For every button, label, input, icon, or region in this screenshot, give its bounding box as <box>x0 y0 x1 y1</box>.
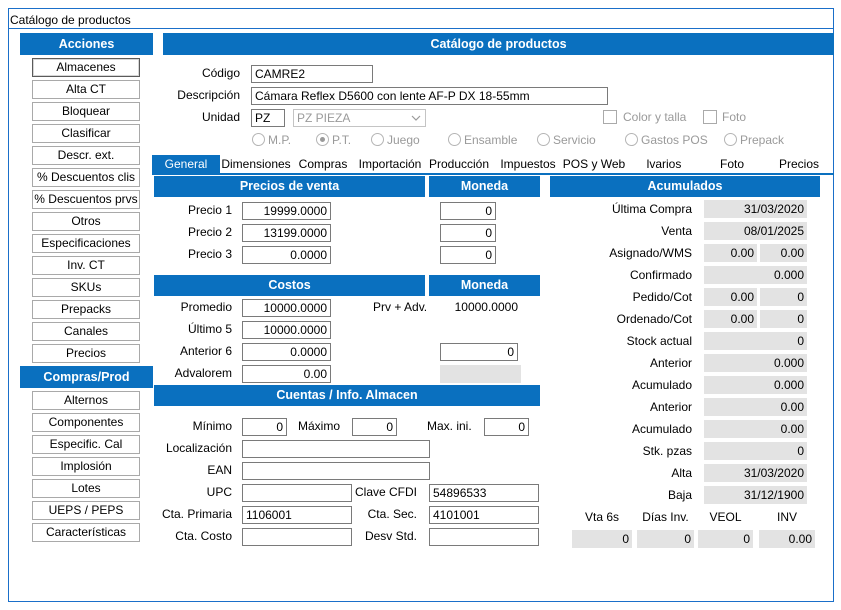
advalorem-label: Advalorem <box>174 366 232 380</box>
minimo-label: Mínimo <box>192 419 232 433</box>
foto-checkbox[interactable] <box>703 110 717 124</box>
upc-label: UPC <box>206 485 232 499</box>
sidebar-acciones-button[interactable]: Clasificar <box>32 124 140 143</box>
acumulado1-value: 0.000 <box>704 376 807 394</box>
product-type-radio[interactable] <box>448 133 461 146</box>
summary-header: INV <box>776 510 797 524</box>
unidad-select[interactable] <box>293 109 426 127</box>
precio-input[interactable]: 13199.0000 <box>242 224 331 242</box>
anterior1-label: Anterior <box>649 356 692 370</box>
asignado-value: 0.00 <box>704 244 757 262</box>
tab-item[interactable]: POS y Web <box>562 157 626 171</box>
sidebar-acciones-button[interactable]: Canales <box>32 322 140 341</box>
product-type-label: P.T. <box>332 133 352 147</box>
anterior6-input[interactable]: 0.0000 <box>242 343 331 361</box>
tab-item[interactable]: Producción <box>428 157 490 171</box>
sidebar-acciones-button[interactable]: Otros <box>32 212 140 231</box>
pedido-value: 0.00 <box>704 288 757 306</box>
summary-header: Días Inv. <box>642 510 689 524</box>
summary-value: 0 <box>637 530 694 548</box>
max-ini-input[interactable]: 0 <box>484 418 529 436</box>
pedido-cot-value: 0 <box>760 288 807 306</box>
costos-header: Costos <box>154 275 425 296</box>
codigo-input[interactable]: CAMRE2 <box>251 65 373 83</box>
product-type-radio[interactable] <box>371 133 384 146</box>
tab-item[interactable]: Precios <box>778 157 819 171</box>
ordenado-cot-value: 0 <box>760 310 807 328</box>
stk-pzas-value: 0 <box>704 442 807 460</box>
cta-costo-label: Cta. Costo <box>175 529 232 543</box>
tab-item[interactable]: lvarios <box>646 157 682 171</box>
tab-item[interactable]: Compras <box>298 157 348 171</box>
summary-value: 0.00 <box>759 530 815 548</box>
minimo-input[interactable]: 0 <box>242 418 287 436</box>
precio-label: Precio 1 <box>187 203 232 217</box>
unidad-select-value: PZ PIEZA <box>297 111 351 125</box>
sidebar-acciones-button[interactable]: Inv. CT <box>32 256 140 275</box>
product-type-label: Juego <box>387 133 420 147</box>
advalorem-input[interactable]: 0.00 <box>242 365 331 383</box>
precio-input[interactable]: 19999.0000 <box>242 202 331 220</box>
color-talla-checkbox[interactable] <box>603 110 617 124</box>
sidebar-compras-button[interactable]: UEPS / PEPS <box>32 501 140 520</box>
product-type-radio[interactable] <box>252 133 265 146</box>
cuentas-header: Cuentas / Info. Almacen <box>154 385 540 406</box>
sidebar-acciones-button[interactable]: Descr. ext. <box>32 146 140 165</box>
tab-item[interactable]: Impuestos <box>500 157 556 171</box>
sidebar-acciones-button[interactable]: % Descuentos clis <box>32 168 140 187</box>
confirmado-label: Confirmado <box>629 268 692 282</box>
product-type-radio[interactable] <box>537 133 550 146</box>
product-type-radio[interactable] <box>724 133 737 146</box>
costos-moneda-header: Moneda <box>429 275 540 296</box>
baja-label: Baja <box>667 488 692 502</box>
stock-actual-value: 0 <box>704 332 807 350</box>
precio-moneda-input[interactable]: 0 <box>440 202 496 220</box>
cta-sec-label: Cta. Sec. <box>367 507 417 521</box>
precio-label: Precio 3 <box>187 247 232 261</box>
anterior6-moneda-input[interactable]: 0 <box>440 343 518 361</box>
precio-label: Precio 2 <box>187 225 232 239</box>
product-type-label: Gastos POS <box>641 133 708 147</box>
color-talla-label: Color y talla <box>623 110 687 124</box>
ultima-compra-value: 31/03/2020 <box>704 200 807 218</box>
sidebar-acciones-button[interactable]: Bloquear <box>32 102 140 121</box>
upc-input[interactable] <box>242 484 352 502</box>
max-ini-label: Max. ini. <box>427 419 472 433</box>
ean-input[interactable] <box>242 462 430 480</box>
maximo-input[interactable]: 0 <box>352 418 397 436</box>
baja-value: 31/12/1900 <box>704 486 807 504</box>
sidebar-compras-button[interactable]: Componentes <box>32 413 140 432</box>
descripcion-label: Descripción <box>177 88 240 102</box>
product-type-label: M.P. <box>268 133 292 147</box>
unidad-label: Unidad <box>201 110 240 124</box>
product-type-label: Servicio <box>553 133 596 147</box>
maximo-label: Máximo <box>298 419 341 433</box>
alta-label: Alta <box>671 466 692 480</box>
acumulado2-value: 0.00 <box>704 420 807 438</box>
sidebar-acciones-button[interactable]: Prepacks <box>32 300 140 319</box>
promedio-label: Promedio <box>180 300 232 314</box>
anterior1-value: 0.000 <box>704 354 807 372</box>
anterior6-label: Anterior 6 <box>179 344 232 358</box>
sidebar-acciones-button[interactable]: Almacenes <box>32 58 140 77</box>
ultimo-input[interactable]: 10000.0000 <box>242 321 331 339</box>
precio-input[interactable]: 0.0000 <box>242 246 331 264</box>
sidebar-acciones-button[interactable]: Alta CT <box>32 80 140 99</box>
localizacion-label: Localización <box>165 441 232 455</box>
ordenado-cot-label: Ordenado/Cot <box>616 312 692 326</box>
cta-sec-input[interactable]: 4101001 <box>429 506 539 524</box>
unidad-input[interactable]: PZ <box>251 109 285 127</box>
sidebar-compras-button[interactable]: Alternos <box>32 391 140 410</box>
sidebar-acciones-button[interactable]: Precios <box>32 344 140 363</box>
product-type-label: Ensamble <box>464 133 518 147</box>
cta-primaria-label: Cta. Primaria <box>161 507 232 521</box>
summary-header: Vta 6s <box>584 510 620 524</box>
localizacion-input[interactable] <box>242 440 430 458</box>
stock-actual-label: Stock actual <box>626 334 692 348</box>
acumulados-header: Acumulados <box>550 176 820 197</box>
catalog-header: Catálogo de productos <box>163 33 834 55</box>
alta-value: 31/03/2020 <box>704 464 807 482</box>
descripcion-input[interactable]: Cámara Reflex D5600 con lente AF-P DX 18-55mm <box>251 87 608 105</box>
summary-value: 0 <box>572 530 632 548</box>
desv-std-input[interactable] <box>429 528 539 546</box>
acumulado1-label: Acumulado <box>631 378 692 392</box>
desv-std-label: Desv Std. <box>364 529 417 543</box>
codigo-label: Código <box>201 66 240 80</box>
product-type-label: Prepack <box>740 133 785 147</box>
window-title: Catálogo de productos <box>10 13 131 27</box>
pedido-cot-label: Pedido/Cot <box>632 290 692 304</box>
ordenado-value: 0.00 <box>704 310 757 328</box>
tab-item[interactable]: Importación <box>358 157 422 171</box>
product-type-radio[interactable] <box>316 133 329 146</box>
sidebar-acciones-button[interactable]: SKUs <box>32 278 140 297</box>
promedio-input[interactable]: 10000.0000 <box>242 299 331 317</box>
sidebar-acciones-button[interactable]: % Descuentos prvs <box>32 190 140 209</box>
cta-costo-input[interactable] <box>242 528 352 546</box>
acciones-header: Acciones <box>20 33 153 55</box>
summary-value: 0 <box>698 530 753 548</box>
clave-cfdi-label: Clave CFDI <box>354 485 417 499</box>
precio-moneda-input[interactable]: 0 <box>440 224 496 242</box>
asignado-wms-label: Asignado/WMS <box>609 246 692 260</box>
sidebar-compras-button[interactable]: Implosión <box>32 457 140 476</box>
prv-adv-value: 10000.0000 <box>454 300 518 314</box>
cta-primaria-input[interactable]: 1106001 <box>242 506 352 524</box>
tab-underline <box>152 173 834 175</box>
stk-pzas-label: Stk. pzas <box>642 444 692 458</box>
tab-item[interactable]: General <box>152 155 220 173</box>
venta-value: 08/01/2025 <box>704 222 807 240</box>
precios-moneda-header: Moneda <box>429 176 540 197</box>
advalorem-moneda-field <box>440 365 521 383</box>
confirmado-value: 0.000 <box>704 266 807 284</box>
venta-label: Venta <box>661 224 692 238</box>
tab-item[interactable]: Dimensiones <box>221 157 291 171</box>
sidebar-acciones-button[interactable]: Especificaciones <box>32 234 140 253</box>
sidebar-compras-button[interactable]: Especific. Cal <box>32 435 140 454</box>
ultimo-label: Último 5 <box>187 322 232 336</box>
ean-label: EAN <box>207 463 232 477</box>
sidebar-compras-button[interactable]: Características <box>32 523 140 542</box>
summary-header: VEOL <box>709 510 742 524</box>
tab-item[interactable]: Foto <box>719 157 744 171</box>
prv-adv-label: Prv + Adv. <box>373 300 428 314</box>
compras-prod-header: Compras/Prod <box>20 366 153 388</box>
precios-venta-header: Precios de venta <box>154 176 425 197</box>
wms-value: 0.00 <box>760 244 807 262</box>
product-type-radio[interactable] <box>625 133 638 146</box>
precio-moneda-input[interactable]: 0 <box>440 246 496 264</box>
anterior2-label: Anterior <box>649 400 692 414</box>
ultima-compra-label: Última Compra <box>611 202 692 216</box>
acumulado2-label: Acumulado <box>631 422 692 436</box>
chevron-down-icon <box>411 113 421 123</box>
anterior2-value: 0.00 <box>704 398 807 416</box>
clave-cfdi-input[interactable]: 54896533 <box>429 484 539 502</box>
foto-label: Foto <box>722 110 747 124</box>
sidebar-compras-button[interactable]: Lotes <box>32 479 140 498</box>
